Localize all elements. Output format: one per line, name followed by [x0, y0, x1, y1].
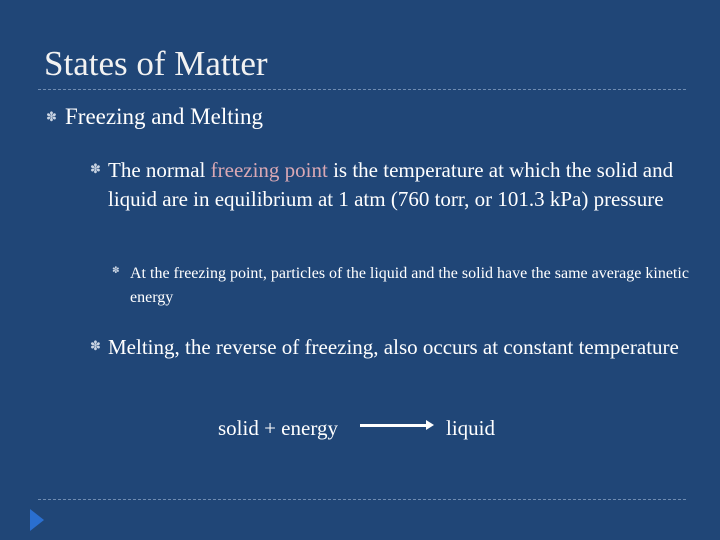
- bullet-icon: ✽: [46, 110, 57, 125]
- point1-suffix: is the temperature at which the solid and liquid are in equilibrium at 1 atm (760 torr, or 101.3 kPa) pressure: [108, 158, 674, 211]
- kinetic-energy-subpoint: At the freezing point, particles of the liquid and the solid have the same average kinetic energy: [130, 265, 689, 306]
- footer-divider: [38, 499, 686, 500]
- equation-right: liquid: [446, 416, 496, 440]
- slide-title: States of Matter: [44, 44, 268, 83]
- next-slide-arrow-icon[interactable]: [30, 509, 44, 531]
- freezing-point-paragraph: [108, 156, 693, 214]
- bullet-icon: ✽: [90, 339, 101, 354]
- melting-paragraph: Melting, the reverse of freezing, also occurs at constant temperature: [108, 335, 679, 359]
- level1-heading: Freezing and Melting: [65, 104, 264, 129]
- title-divider: [38, 89, 686, 90]
- equation-left: solid + energy: [218, 416, 338, 440]
- reaction-arrow-icon: [360, 424, 430, 427]
- sub-bullet-icon: ✽: [112, 266, 120, 276]
- bullet-icon: ✽: [90, 162, 101, 177]
- freezing-point-term: freezing point: [210, 158, 328, 182]
- point1-prefix: The normal: [108, 158, 211, 182]
